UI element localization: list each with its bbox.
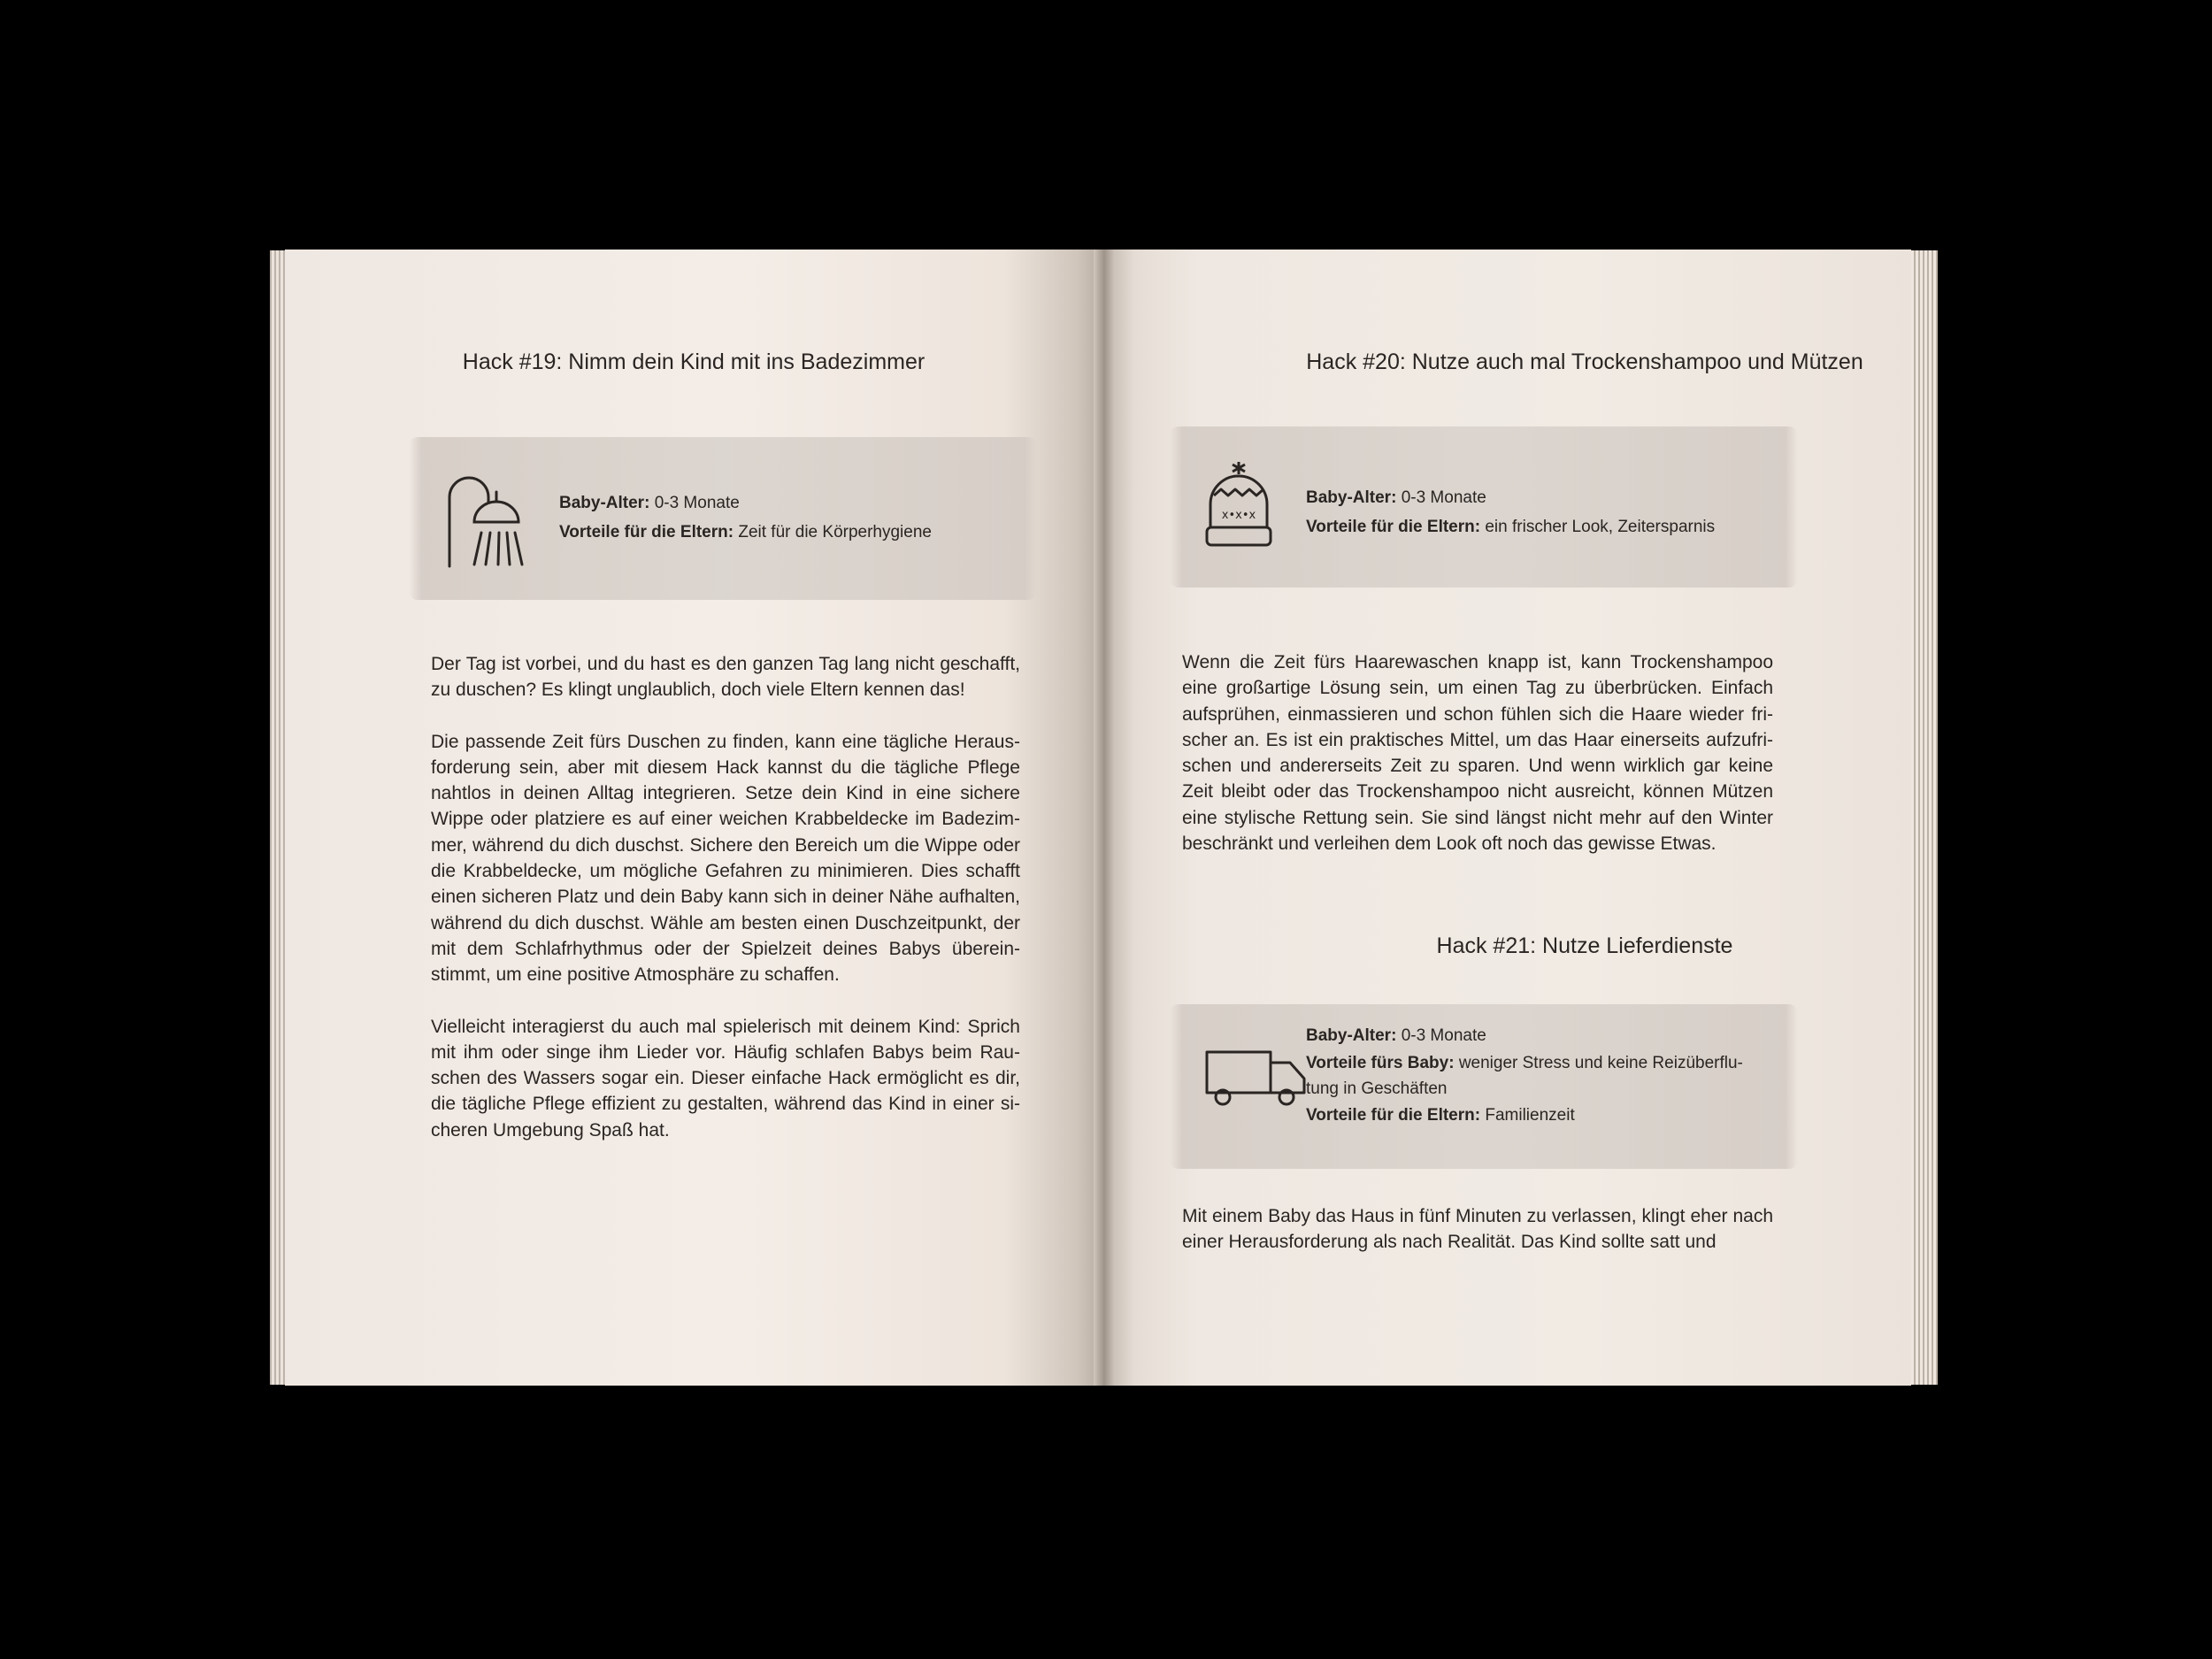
eltern-label: Vorteile für die Eltern: bbox=[1306, 518, 1481, 536]
hack-20-info-box bbox=[1170, 426, 1798, 588]
paragraph: Wenn die Zeit fürs Haarewaschen knapp ist, kann Trockenshampoo eine großartige Lösung sein, um einen Tag zu überbrücken. Einfach aufsprühen, einmassieren und schon fühlen sich die Haare wieder frischer an. Es ist ein praktisches Mittel, um das Haar einerseits aufzufrischen und andererseits Zeit zu sparen. Und wenn wirklich gar keine Zeit bleibt oder das Trockenshampoo nicht ausreicht, können Mützen eine stylische Rettung sein. Sie sind längst nicht mehr auf den Winter beschränkt und verleihen dem Look oft noch das gewisse Etwas. bbox=[1182, 652, 1773, 855]
baby-alter-value: 0-3 Monate bbox=[1401, 1026, 1486, 1045]
eltern-label: Vorteile für die Eltern: bbox=[559, 523, 734, 541]
baby-alter-label: Baby-Alter: bbox=[1306, 488, 1397, 507]
baby-alter-value: 0-3 Monate bbox=[654, 494, 740, 512]
hack-21-heading: Hack #21: Nutze Lieferdienste bbox=[1436, 933, 1733, 958]
baby-vorteile-label: Vorteile fürs Baby: bbox=[1306, 1054, 1455, 1072]
baby-alter-label: Baby-Alter: bbox=[559, 494, 650, 512]
eltern-line bbox=[1306, 512, 1715, 541]
hack-19-heading: Hack #19: Nimm dein Kind mit ins Badezimmer bbox=[462, 349, 926, 374]
hack-20-heading: Hack #20: Nutze auch mal Trockenshampoo und Mützen bbox=[1306, 349, 1863, 374]
eltern-line bbox=[1306, 1102, 1743, 1129]
paragraph: Die passende Zeit fürs Duschen zu finden, kann eine tägliche Herausforderung sein, aber mit diesem Hack kannst du die tägliche Pflege nahtlos in deinen Alltag integrieren. Setze dein Kind in eine sichere Wippe oder platziere es auf einer weichen Krabbeldecke im Badezimmer, während du dich duschst. Sichere den Bereich um die Wippe oder die Krabbeldecke, um mögliche Gefahren zu minimieren. Dies schafft einen sicheren Platz und dein Baby kann sich in deiner Nähe aufhalten, während du dich duschst. Wähle am besten einen Duschzeitpunkt, der mit dem Schlafrhythmus oder der Spielzeit deines Babys übereinstimmt, um eine positive Atmosphäre zu schaffen. bbox=[431, 731, 1020, 986]
eltern-value: Zeit für die Körperhygiene bbox=[738, 523, 932, 541]
baby-vorteile-line-2: tung in Geschäften bbox=[1306, 1079, 1448, 1098]
eltern-line bbox=[559, 518, 932, 547]
eltern-label: Vorteile für die Eltern: bbox=[1306, 1106, 1481, 1125]
baby-alter-line bbox=[559, 488, 932, 518]
hat-pattern: x•x•x bbox=[1221, 509, 1256, 522]
beanie-hat-icon bbox=[1205, 460, 1272, 549]
eltern-value: Familienzeit bbox=[1485, 1106, 1575, 1125]
hack-19-info-text bbox=[559, 488, 932, 547]
hack-21-info-text bbox=[1306, 1022, 1743, 1129]
book-spine bbox=[1094, 250, 1115, 1386]
delivery-truck-icon bbox=[1205, 1048, 1310, 1109]
hack-21-body bbox=[1182, 1203, 1773, 1281]
baby-alter-label: Baby-Alter: bbox=[1306, 1026, 1397, 1045]
baby-vorteile-line bbox=[1306, 1049, 1743, 1077]
shower-icon bbox=[444, 471, 529, 570]
paragraph: Mit einem Baby das Haus in fünf Minuten zu verlassen, klingt eher nach einer Herausforderung als nach Realität. Das Kind sollte satt und bbox=[1182, 1206, 1773, 1253]
hack-20-body bbox=[1182, 649, 1773, 882]
baby-vorteile-value: weniger Stress und keine Reizüberflu- bbox=[1458, 1054, 1743, 1072]
baby-alter-value: 0-3 Monate bbox=[1401, 488, 1486, 507]
paragraph: Der Tag ist vorbei, und du hast es den ganzen Tag lang nicht geschafft, zu duschen? Es klingt unglaublich, doch viele Eltern kennen das! bbox=[431, 654, 1020, 701]
left-page bbox=[285, 250, 1102, 1386]
hack-21-info-box bbox=[1170, 1004, 1798, 1169]
baby-alter-line bbox=[1306, 1022, 1743, 1049]
hack-20-info-text bbox=[1306, 483, 1715, 541]
hack-19-body bbox=[431, 651, 1020, 1169]
eltern-value: ein frischer Look, Zeitersparnis bbox=[1485, 518, 1716, 536]
baby-alter-line bbox=[1306, 483, 1715, 512]
hack-19-info-box bbox=[409, 437, 1037, 600]
right-page bbox=[1102, 250, 1911, 1386]
paragraph: Vielleicht interagierst du auch mal spielerisch mit deinem Kind: Sprich mit ihm oder singe ihm Lieder vor. Häufig schlafen Babys beim Rauschen des Wassers sogar ein. Dieser einfache Hack ermöglicht es dir, die tägliche Pflege effizient zu gestalten, während das Kind in einer sicheren Umgebung Spaß hat. bbox=[431, 1016, 1020, 1141]
